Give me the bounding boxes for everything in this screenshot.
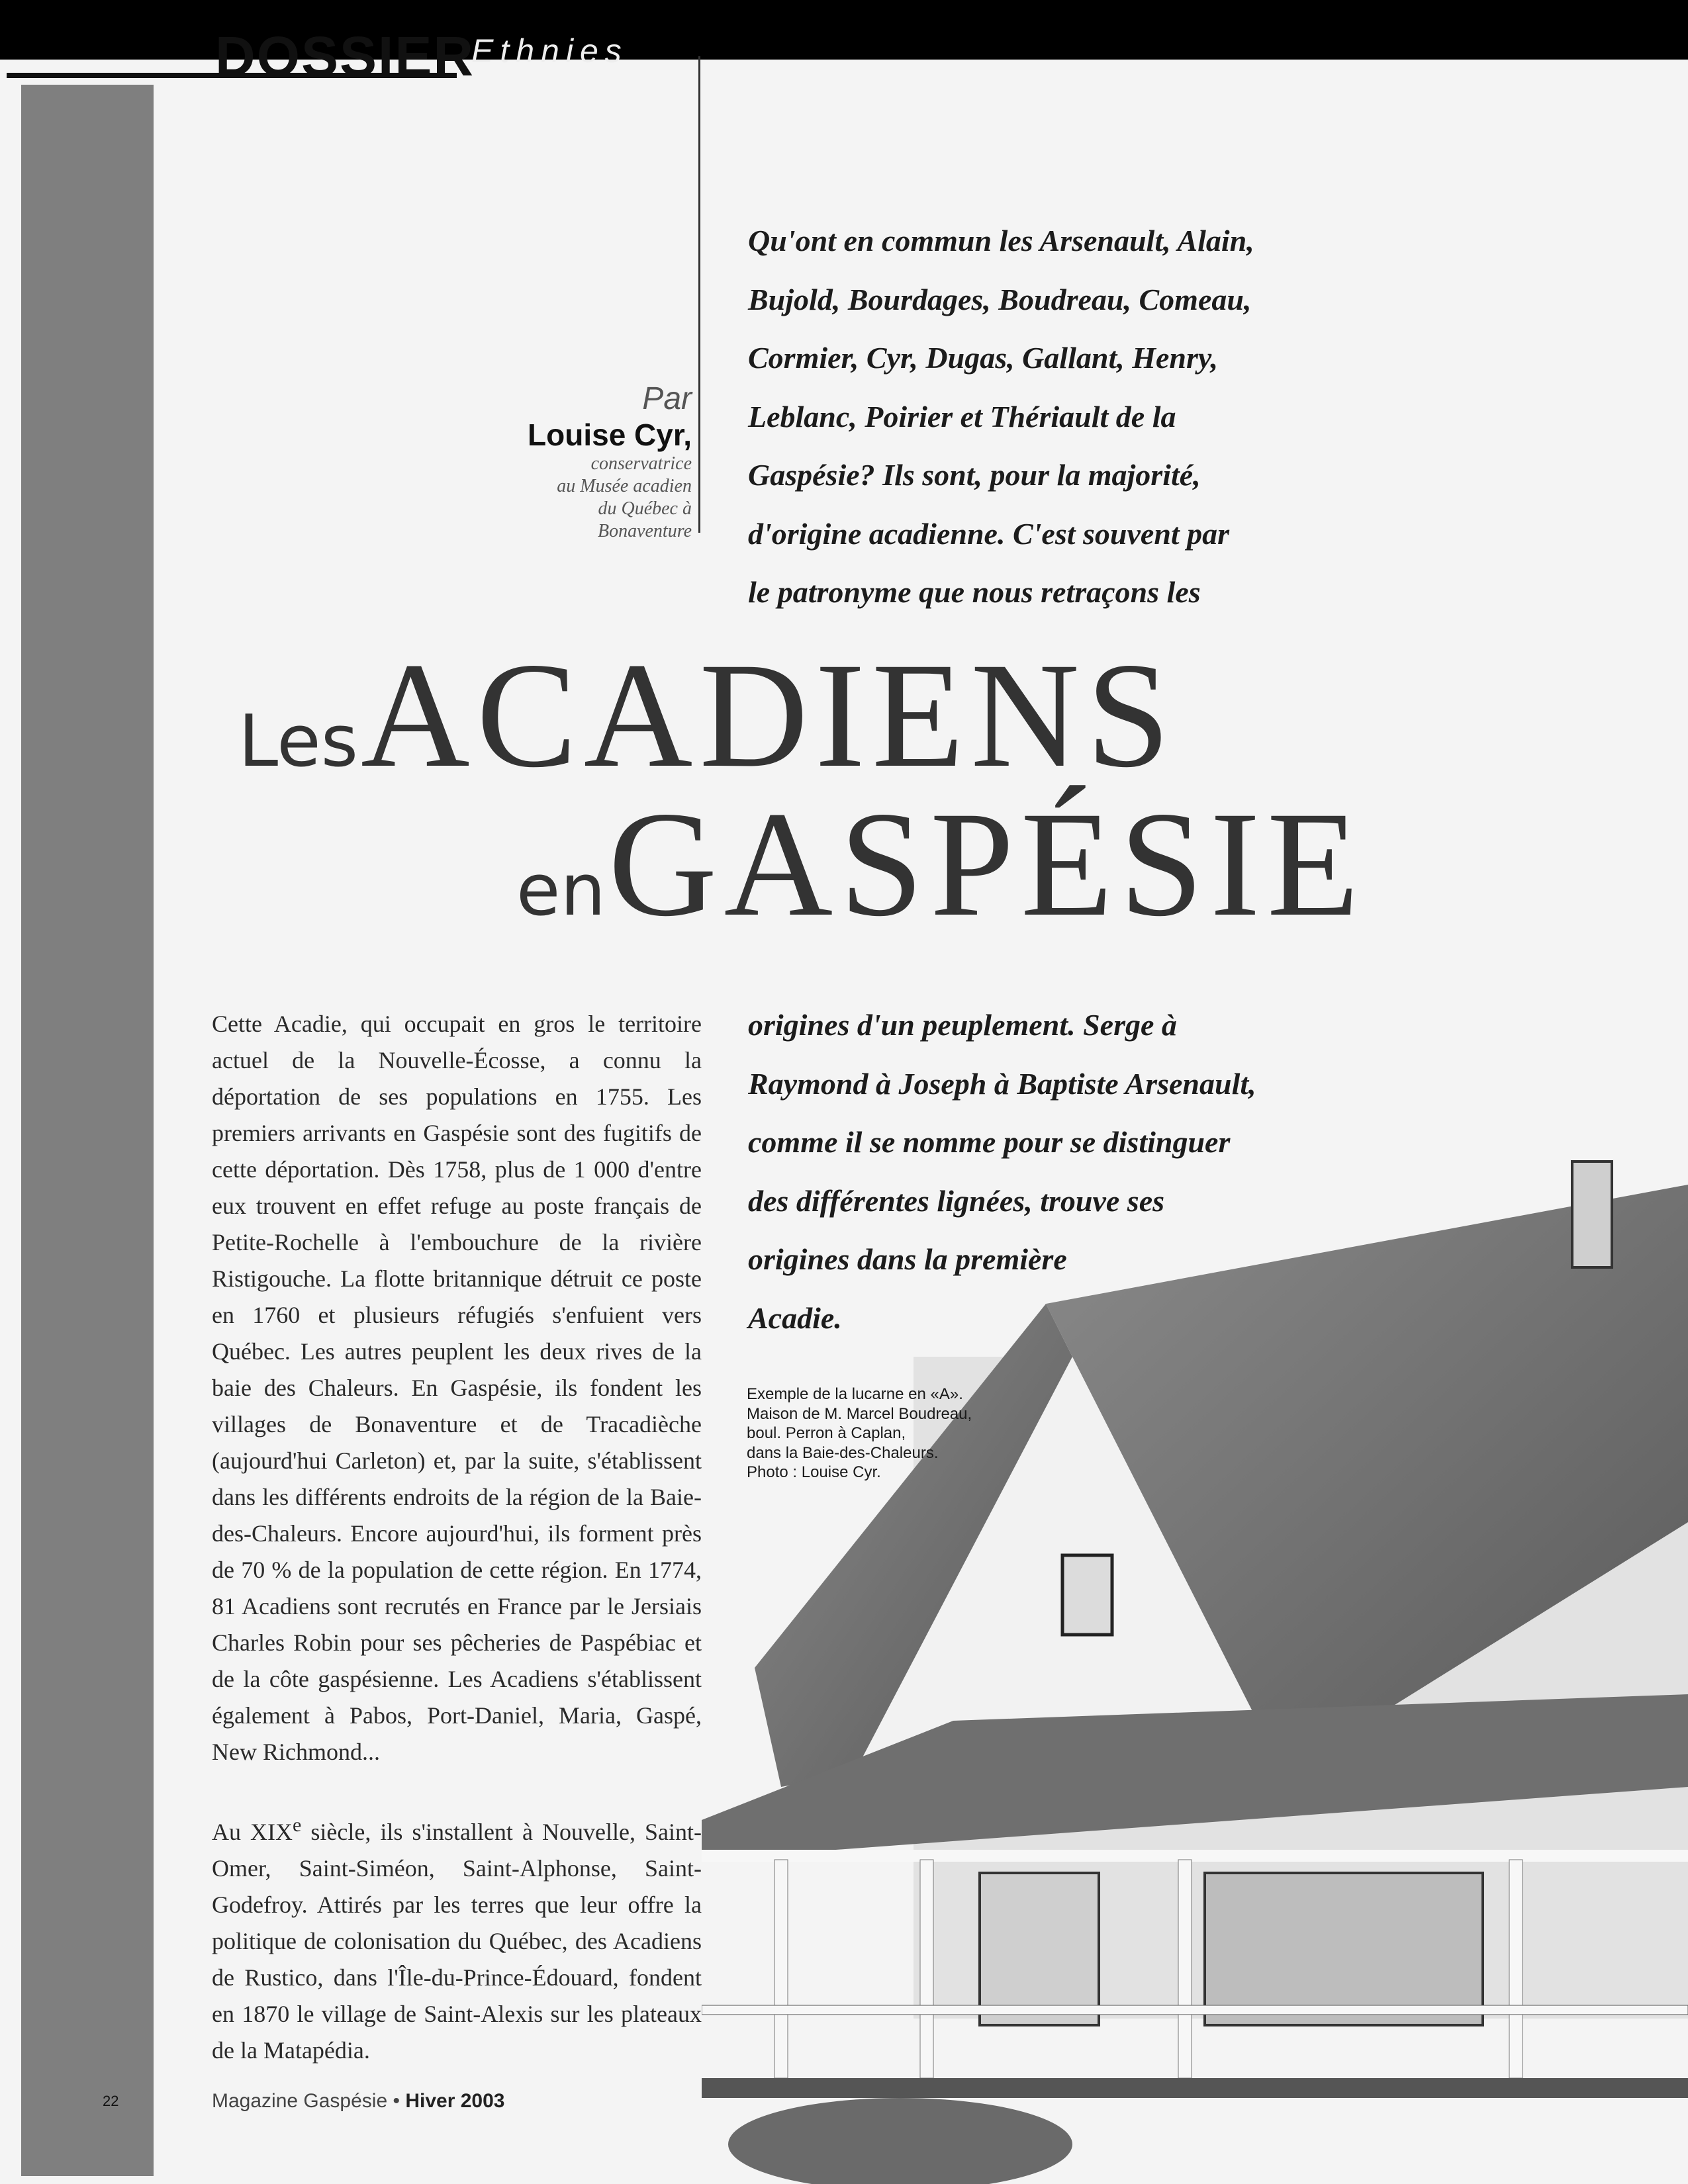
caption-line: Photo : Louise Cyr. [747, 1463, 881, 1481]
lead-line: Qu'ont en commun les Arsenault, Alain, [748, 224, 1254, 257]
porch-railing [702, 2005, 1688, 2015]
lead-line: Raymond à Joseph à Baptiste Arsenault, [748, 1066, 1256, 1101]
porch-post [1178, 1860, 1192, 2078]
lead-paragraph-top [748, 212, 1357, 622]
lead-line: d'origine acadienne. C'est souvent par [748, 516, 1230, 551]
lead-line: Leblanc, Poirier et Thériault de la [748, 399, 1176, 433]
title-word-les: Les [238, 700, 358, 783]
century-superscript: e [293, 1814, 302, 1836]
gable-window [1062, 1555, 1112, 1635]
lead-line: Gaspésie? Ils sont, pour la majorité, [748, 458, 1201, 492]
lead-line: Cormier, Cyr, Dugas, Gallant, Henry, [748, 341, 1219, 375]
front-door [980, 1873, 1099, 2025]
chimney [1572, 1161, 1612, 1267]
caption-line: boul. Perron à Caplan, [747, 1424, 906, 1442]
porch-post [774, 1860, 788, 2078]
footer-bullet: • [387, 2090, 406, 2112]
column-divider [698, 56, 700, 533]
left-gray-bar [21, 85, 154, 2176]
article-body [212, 1006, 702, 2105]
porch-skirt [702, 2078, 1688, 2098]
caption-line: Exemple de la lucarne en «A». [747, 1385, 963, 1403]
lead-line: des différentes lignées, trouve ses [748, 1183, 1165, 1218]
caption-line: dans la Baie-des-Chaleurs. [747, 1443, 939, 1462]
porch-post [1509, 1860, 1523, 2078]
byline-role [528, 453, 692, 543]
lead-line: le patronyme que nous retraçons les [748, 575, 1201, 609]
photo-caption [747, 1385, 998, 1482]
byline-author: Louise Cyr, [528, 418, 692, 452]
byline-role-line: conservatrice [590, 453, 692, 474]
magazine-name: Magazine Gaspésie [212, 2090, 388, 2112]
body-paragraph-prefix: Au XIX [212, 1819, 293, 1845]
title-line-1 [238, 629, 1177, 802]
title-word-en: en [516, 849, 606, 932]
section-label: DOSSIER [215, 25, 475, 87]
subsection-label: Ethnies [471, 32, 628, 69]
title-word-gaspesie: GASPÉSIE [608, 781, 1366, 948]
title-word-acadiens: ACADIENS [360, 632, 1177, 799]
issue-label: Hiver 2003 [405, 2090, 505, 2112]
lead-line: origines dans la première [748, 1242, 1067, 1276]
page-number: 22 [103, 2093, 119, 2109]
body-paragraph [212, 1807, 702, 2069]
footer [212, 2090, 504, 2113]
lead-paragraph-bottom [748, 996, 1324, 1347]
porch-post [920, 1860, 933, 2078]
title-line-2 [516, 778, 1366, 951]
lead-line: Bujold, Bourdages, Boudreau, Comeau, [748, 282, 1252, 316]
byline-role-line: du Québec à [598, 498, 692, 519]
lead-line: origines d'un peuplement. Serge à [748, 1008, 1177, 1042]
lead-line: comme il se nomme pour se distinguer [748, 1125, 1231, 1159]
byline [528, 381, 692, 543]
body-paragraph: Cette Acadie, qui occupait en gros le territoire actuel de la Nouvelle-Écosse, a connu la déportation de ses populations en 1755. Les premiers arrivants en Gaspésie sont des fugitifs de cette déportation. Dès 1758, plus de 1 000 d'entre eux trouvent en effet refuge au poste français de Petite-Rochelle à l'embouchure de la rivière Ristigouche. La flotte britannique détruit ce poste en 1760 et plusieurs réfugiés s'enfuient vers Québec. Les autres peuplent les deux rives de la baie des Chaleurs. En Gaspésie, ils fondent les villages de Bonaventure et de Tracadièche (aujourd'hui Carleton) et, par la suite, s'établissent dans les différents endroits de la région de la Baie-des-Chaleurs. Encore aujourd'hui, ils forment près de 70 % de la population de cette région. En 1774, 81 Acadiens sont recrutés en France par le Jersiais Charles Robin pour ses pêcheries de Paspébiac et de la côte gaspésienne. Les Acadiens s'établissent également à Pabos, Port-Daniel, Maria, Gaspé, New Richmond... [212, 1011, 702, 1765]
lead-line: Acadie. [748, 1300, 842, 1335]
caption-line: Maison de M. Marcel Boudreau, [747, 1404, 972, 1423]
byline-prefix: Par [642, 381, 692, 416]
porch-window [1205, 1873, 1483, 2025]
byline-role-line: Bonaventure [597, 521, 692, 541]
porch-beam [702, 1850, 1688, 1862]
byline-role-line: au Musée acadien [557, 476, 692, 496]
body-paragraph-text: siècle, ils s'installent à Nouvelle, Saint-Omer, Saint-Siméon, Saint-Alphonse, Saint-Godefroy. Attirés par les terres que leur offre la politique de colonisation du Québec, des Acadiens de Rustico, dans l'Île-du-Prince-Édouard, fondent en 1870 le village de Saint-Alexis sur les plateaux de la Matapédia. [212, 1819, 702, 2064]
